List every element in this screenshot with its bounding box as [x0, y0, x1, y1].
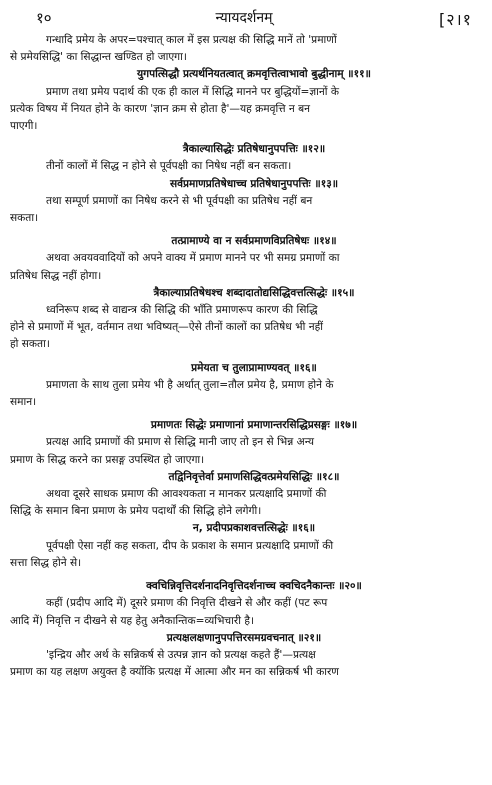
text-line: सत्ता सिद्ध होने से। — [10, 556, 82, 569]
text-line: तथा सम्पूर्ण प्रमाणों का निषेध करने से भी पूर्वपक्षी का प्रतिषेध नहीं बन — [46, 194, 313, 207]
text-line: हो सकता। — [10, 338, 50, 351]
sutra-line: प्रमेयता च तुलाप्रामाण्यवत् ॥१६॥ — [191, 361, 317, 374]
text-line: पाएगी। — [10, 120, 38, 133]
book-title: न्यायदर्शनम् — [215, 10, 273, 26]
chapter-reference: [२।१ — [439, 10, 472, 29]
sutra-line: त्रैकाल्यासिद्धेः प्रतिषेधानुपपत्तिः ॥१२॥ — [182, 143, 326, 156]
page-number: १० — [36, 9, 52, 27]
sutra-line: सर्वप्रमाणप्रतिषेधाच्च प्रतिषेधानुपपत्तिः ॥१३॥ — [169, 177, 339, 190]
text-line: प्रत्येक विषय में नियत होने के कारण 'ज्ञान क्रम से होता है'—यह क्रमवृत्ति न बन — [10, 102, 311, 115]
text-line: प्रमाण का यह लक्षण अयुक्त है क्योंकि प्रत्यक्ष में आत्मा और मन का सन्निकर्ष भी कारण — [10, 666, 339, 679]
text-line: 'इन्द्रिय और अर्थ के सन्निकर्ष से उत्पन्न ज्ञान को प्रत्यक्ष कहते हैं'—प्रत्यक्ष — [46, 648, 316, 661]
sutra-line: तत्प्रामाण्ये वा न सर्वप्रमाणविप्रतिषेधः ॥१४॥ — [171, 235, 337, 248]
text-line: पूर्वपक्षी ऐसा नहीं कह सकता, दीप के प्रकाश के समान प्रत्यक्षादि प्रमाणों की — [46, 539, 334, 552]
text-line: गन्धादि प्रमेय के अपर=पश्चात् काल में इस प्रत्यक्ष की सिद्धि मानें तो 'प्रमाणों — [46, 34, 337, 46]
text-line: अथवा दूसरे साधक प्रमाण की आवश्यकता न मानकर प्रत्यक्षादि प्रमाणों की — [46, 488, 327, 501]
page-body — [10, 32, 478, 681]
text-line: प्रमाण के सिद्ध करने का प्रसङ्ग उपस्थित हो जाएगा। — [10, 453, 205, 466]
text-line: होने से प्रमाणों में भूत, वर्तमान तथा भविष्यत्—ऐसे तीनों कालों का प्रतिषेध भी नहीं — [10, 321, 323, 334]
text-line: समान। — [10, 396, 37, 409]
text-line: प्रत्यक्ष आदि प्रमाणों की प्रमाण से सिद्धि मानी जाए तो इन से भिन्न अन्य — [46, 436, 315, 449]
text-line: कहीं (प्रदीप आदि में) दूसरे प्रमाण की निवृत्ति दीखने से और कहीं (पट रूप — [46, 597, 328, 610]
sutra-line: क्वचिन्निवृत्तिदर्शनादनिवृत्तिदर्शनाच्च क्वचिदनैकान्तः ॥२०॥ — [146, 580, 362, 593]
text-line: अथवा अवयववादियों को अपने वाक्य में प्रमाण मानने पर भी समग्र प्रमाणों का — [46, 252, 340, 265]
sutra-line: प्रमाणतः सिद्धेः प्रमाणानां प्रमाणान्तरसिद्धिप्रसङ्गः ॥१७॥ — [150, 419, 358, 432]
sutra-line: युगपत्सिद्धौ प्रत्यर्थनियतत्वात् क्रमवृत्तित्वाभावो बुद्धीनाम् ॥११॥ — [137, 68, 371, 81]
text-line: प्रमाणता के साथ तुला प्रमेय भी है अर्थात् तुला=तौल प्रमेय है, प्रमाण होने के — [46, 378, 334, 391]
sutra-line: त्रैकाल्याप्रतिषेधश्च शब्दादातोद्यसिद्धिवत्तत्सिद्धेः ॥१५॥ — [153, 286, 355, 299]
text-line: सकता। — [10, 212, 39, 225]
running-header — [10, 6, 478, 32]
text-line: ध्वनिरूप शब्द से वाद्यन्त्र की सिद्धि की भाँति प्रमाणरूप कारण की सिद्धि — [46, 304, 318, 317]
text-line: सिद्धि के समान बिना प्रमाण के प्रमेय पदार्थों की सिद्धि होने लगेगी। — [10, 505, 262, 518]
sutra-line: तद्विनिवृत्तेर्वा प्रमाणसिद्धिवत्प्रमेयसिद्धिः ॥१८॥ — [168, 470, 340, 483]
text-line: आदि में) निवृत्ति न दीखने से यह हेतु अनैकान्तिक=व्यभिचारी है। — [10, 614, 254, 627]
sutra-line: न, प्रदीपप्रकाशवत्तत्सिद्धेः ॥१६॥ — [192, 522, 316, 535]
text-line: से प्रमेयसिद्धि' का सिद्धान्त खण्डित हो जाएगा। — [10, 51, 187, 64]
text-line: प्रतिषेध सिद्ध नहीं होगा। — [10, 269, 102, 282]
text-line: तीनों कालों में सिद्ध न होने से पूर्वपक्षी का निषेध नहीं बन सकता। — [46, 160, 292, 173]
sutra-line: प्रत्यक्षलक्षणानुपपत्तिरसमग्रवचनात् ॥२१॥ — [166, 631, 322, 644]
text-line: प्रमाण तथा प्रमेय पदार्थ की एक ही काल में सिद्धि मानने पर बुद्धियों=ज्ञानों के — [46, 85, 340, 98]
